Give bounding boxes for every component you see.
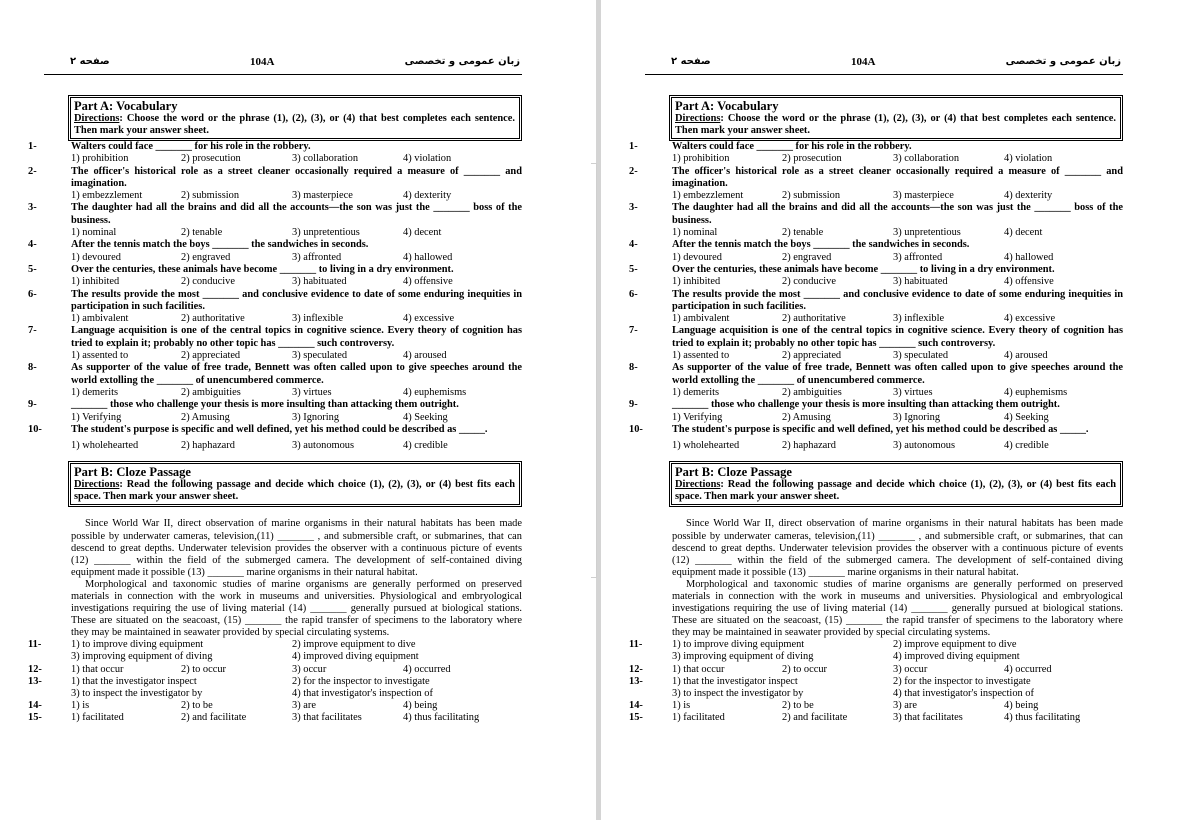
question-stem: After the tennis match the boys _______ the sandwiches in seconds. bbox=[71, 239, 369, 251]
answer-options bbox=[672, 676, 1123, 700]
answer-option[interactable]: 3) to inspect the investigator by bbox=[672, 687, 804, 699]
question-number: 14- bbox=[629, 699, 643, 711]
answer-option[interactable]: 1) assented to bbox=[71, 350, 129, 362]
answer-options bbox=[71, 412, 522, 424]
answer-option[interactable]: 4) aroused bbox=[403, 350, 447, 362]
answer-option[interactable]: 1) inhibited bbox=[672, 276, 721, 288]
answer-options bbox=[672, 639, 1123, 663]
question-number: 12- bbox=[629, 663, 643, 675]
answer-option[interactable]: 1) is bbox=[71, 699, 90, 711]
answer-option[interactable]: 4) being bbox=[403, 699, 438, 711]
answer-option[interactable]: 1) ambivalent bbox=[672, 313, 730, 325]
answer-option[interactable]: 2) conducive bbox=[181, 276, 235, 288]
cloze-question bbox=[629, 639, 1123, 663]
answer-option[interactable]: 2) tenable bbox=[181, 227, 223, 239]
question-number: 9- bbox=[28, 399, 37, 411]
page-header bbox=[44, 56, 522, 75]
answer-option[interactable]: 1) embezzlement bbox=[71, 190, 143, 202]
answer-options bbox=[71, 676, 522, 700]
answer-option[interactable]: 2) and facilitate bbox=[181, 711, 247, 723]
answer-option[interactable]: 2) engraved bbox=[181, 251, 231, 263]
question-number: 6- bbox=[28, 288, 37, 300]
answer-option[interactable]: 3) inflexible bbox=[893, 313, 945, 325]
question-stem: As supporter of the value of free trade, Bennett was often called upon to give speeches around the world extolling the _______ of unencumbered commerce. bbox=[71, 362, 522, 386]
vocab-question bbox=[629, 141, 1123, 166]
answer-option[interactable]: 4) dexterity bbox=[1004, 190, 1053, 202]
question-number: 11- bbox=[28, 639, 42, 651]
answer-option[interactable]: 2) ambiguities bbox=[782, 386, 842, 398]
answer-option[interactable]: 3) unpretentious bbox=[292, 227, 360, 239]
answer-options bbox=[71, 700, 522, 712]
answer-option[interactable]: 1) ambivalent bbox=[71, 313, 129, 325]
answer-option[interactable]: 3) masterpiece bbox=[292, 190, 353, 202]
passage-paragraph-2: Morphological and taxonomic studies of marine organisms are generally performed on preserved materials in connection with the work in museums and universities. Physiological and embryological investigations requiring the use of living material (14) _______ generally pursued at biological stations. These are situated on the seacoast, (15) _______ the rapid transfer of specimens to the laboratory where they may be maintained in seawater provided by special circulating systems. bbox=[672, 578, 1123, 639]
answer-option[interactable]: 4) Seeking bbox=[403, 411, 448, 423]
answer-option[interactable]: 2) prosecution bbox=[782, 153, 842, 165]
question-stem: Walters could face _______ for his role in the robbery. bbox=[672, 141, 912, 152]
answer-option[interactable]: 2) conducive bbox=[782, 276, 836, 288]
vocab-question bbox=[28, 202, 522, 239]
vocab-question bbox=[28, 325, 522, 362]
question-stem: _______ those who challenge your thesis is more insulting than attacking them outright. bbox=[672, 399, 1060, 411]
cloze-title: Part B: Cloze Passage bbox=[74, 465, 191, 480]
question-number: 2- bbox=[629, 165, 638, 177]
answer-option[interactable]: 3) improving equipment of diving bbox=[672, 651, 814, 663]
answer-options bbox=[71, 276, 522, 288]
question-number: 6- bbox=[629, 288, 638, 300]
question-number: 1- bbox=[629, 141, 638, 152]
answer-option[interactable]: 1) facilitated bbox=[71, 711, 124, 723]
answer-option[interactable]: 2) improve equipment to dive bbox=[292, 639, 416, 651]
vocab-question bbox=[28, 263, 522, 289]
answer-option[interactable]: 1) Verifying bbox=[71, 411, 122, 423]
answer-option[interactable]: 2) authoritative bbox=[181, 313, 245, 325]
vocabulary-questions bbox=[629, 141, 1123, 452]
answer-option[interactable]: 4) hallowed bbox=[403, 251, 453, 263]
answer-option[interactable]: 2) engraved bbox=[782, 251, 832, 263]
answer-option[interactable]: 2) to occur bbox=[782, 663, 828, 675]
vocabulary-title: Part A: Vocabulary bbox=[675, 99, 779, 113]
answer-options bbox=[672, 412, 1123, 424]
question-number: 12- bbox=[28, 663, 42, 675]
answer-option[interactable]: 2) to be bbox=[782, 699, 814, 711]
answer-options bbox=[71, 350, 522, 362]
answer-option[interactable]: 3) improving equipment of diving bbox=[71, 651, 213, 663]
vocabulary-header-box bbox=[669, 95, 1123, 141]
vocab-question bbox=[28, 239, 522, 264]
passage-paragraph-2: Morphological and taxonomic studies of marine organisms are generally performed on preserved materials in connection with the work in museums and universities. Physiological and embryological investigations requiring the use of living material (14) _______ generally pursued at biological stations. These are situated on the seacoast, (15) _______ the rapid transfer of specimens to the laboratory where they may be maintained in seawater provided by special circulating systems. bbox=[71, 578, 522, 639]
answer-option[interactable]: 1) embezzlement bbox=[672, 190, 744, 202]
vocabulary-header-box bbox=[68, 95, 522, 141]
answer-option[interactable]: 3) virtues bbox=[893, 386, 933, 398]
answer-option[interactable]: 4) violation bbox=[403, 153, 452, 165]
answer-option[interactable]: 2) authoritative bbox=[782, 313, 846, 325]
answer-options bbox=[71, 387, 522, 399]
cloze-directions bbox=[74, 479, 515, 503]
passage-paragraph-1: Since World War II, direct observation of marine organisms in their natural habitats has been made possible by underwater cameras, television,(11) _______ , and submersible craft, or submarines, that can descend to great depths. Underwater television provides the observer with a continuous picture of events (12) _______ within the field of the submerged camera. The development of self-contained diving equipment made it possible (13) _______ marine organisms in their natural habitat. bbox=[71, 518, 522, 578]
question-stem: The daughter had all the brains and did all the accounts—the son was just the _______ boss of the business. bbox=[71, 202, 522, 226]
page-content bbox=[28, 0, 522, 724]
vocab-question bbox=[629, 263, 1123, 289]
answer-option[interactable]: 3) affronted bbox=[292, 251, 342, 263]
question-number: 2- bbox=[28, 165, 37, 177]
answer-option[interactable]: 1) facilitated bbox=[672, 711, 725, 723]
answer-option[interactable]: 2) to be bbox=[181, 699, 213, 711]
vocab-question bbox=[28, 399, 522, 424]
answer-option[interactable]: 4) offensive bbox=[403, 276, 453, 288]
cloze-passage bbox=[672, 518, 1123, 639]
answer-option[interactable]: 2) haphazard bbox=[782, 440, 836, 452]
answer-option[interactable]: 1) that occur bbox=[672, 663, 725, 675]
answer-option[interactable]: 1) demerits bbox=[71, 386, 119, 398]
vocabulary-directions bbox=[675, 113, 1116, 137]
answer-options bbox=[672, 227, 1123, 239]
question-stem: Walters could face _______ for his role in the robbery. bbox=[71, 141, 311, 152]
answer-option[interactable]: 3) that facilitates bbox=[292, 711, 362, 723]
answer-option[interactable]: 3) occur bbox=[292, 663, 327, 675]
answer-option[interactable]: 4) occurred bbox=[1004, 663, 1052, 675]
question-number: 4- bbox=[629, 239, 638, 251]
question-number: 10- bbox=[28, 423, 42, 435]
vocab-question bbox=[629, 165, 1123, 203]
answer-option[interactable]: 3) collaboration bbox=[292, 153, 359, 165]
answer-option[interactable]: 1) devoured bbox=[71, 251, 121, 263]
question-stem: Over the centuries, these animals have become _______ to living in a dry environment. bbox=[71, 263, 454, 275]
question-number: 8- bbox=[28, 362, 37, 374]
answer-option[interactable]: 1) that occur bbox=[71, 663, 124, 675]
cloze-question bbox=[28, 675, 522, 700]
vocab-question bbox=[28, 141, 522, 166]
answer-option[interactable]: 3) autonomous bbox=[292, 440, 355, 452]
cloze-header-box bbox=[68, 461, 522, 507]
vocab-question bbox=[28, 362, 522, 399]
vocab-question bbox=[629, 239, 1123, 264]
answer-option[interactable]: 2) Amusing bbox=[181, 411, 230, 423]
answer-option[interactable]: 1) that the investigator inspect bbox=[71, 675, 197, 687]
directions-text: : Choose the word or the phrase (1), (2), (3), or (4) that best completes each sentence. Then mark your answer sheet. bbox=[675, 113, 1116, 136]
page-content bbox=[629, 0, 1123, 724]
question-stem: _______ those who challenge your thesis is more insulting than attacking them outright. bbox=[71, 399, 459, 411]
answer-option[interactable]: 3) speculated bbox=[893, 350, 949, 362]
answer-option[interactable]: 1) prohibition bbox=[71, 153, 129, 165]
answer-option[interactable]: 2) to occur bbox=[181, 663, 227, 675]
answer-option[interactable]: 4) decent bbox=[403, 227, 442, 239]
answer-option[interactable]: 4) decent bbox=[1004, 227, 1043, 239]
answer-options bbox=[71, 440, 522, 452]
answer-option[interactable]: 4) thus facilitating bbox=[403, 711, 480, 723]
question-stem: The officer's historical role as a street cleaner occasionally required a measure of _______ and imagination. bbox=[672, 165, 1123, 189]
vocabulary-questions bbox=[28, 141, 522, 452]
directions-label: Directions bbox=[74, 113, 120, 124]
question-stem: The results provide the most _______ and conclusive evidence to date of some enduring inequities in participation in such facilities. bbox=[672, 288, 1123, 312]
question-number: 13- bbox=[629, 675, 643, 687]
passage-paragraph-1: Since World War II, direct observation of marine organisms in their natural habitats has been made possible by underwater cameras, television,(11) _______ , and submersible craft, or submarines, that can descend to great depths. Underwater television provides the observer with a continuous picture of events (12) _______ within the field of the submerged camera. The development of self-contained diving equipment made it possible (13) _______ marine organisms in their natural habitat. bbox=[672, 518, 1123, 578]
vocab-question bbox=[629, 399, 1123, 424]
question-number: 3- bbox=[629, 202, 638, 214]
cloze-question bbox=[28, 663, 522, 676]
answer-option[interactable]: 2) appreciated bbox=[782, 350, 842, 362]
answer-option[interactable]: 4) violation bbox=[1004, 153, 1053, 165]
question-number: 9- bbox=[629, 399, 638, 411]
answer-option[interactable]: 1) inhibited bbox=[71, 276, 120, 288]
answer-option[interactable]: 3) that facilitates bbox=[893, 711, 963, 723]
exam-code: 104A bbox=[250, 56, 275, 68]
question-stem: The daughter had all the brains and did all the accounts—the son was just the _______ boss of the business. bbox=[672, 202, 1123, 226]
answer-options bbox=[71, 664, 522, 676]
cloze-directions bbox=[675, 479, 1116, 503]
answer-options bbox=[672, 190, 1123, 202]
answer-option[interactable]: 2) submission bbox=[782, 190, 841, 202]
answer-option[interactable]: 3) are bbox=[893, 699, 917, 711]
cloze-questions bbox=[629, 639, 1123, 724]
answer-options bbox=[71, 252, 522, 264]
vocab-question bbox=[629, 423, 1123, 453]
question-stem: The student's purpose is specific and well defined, yet his method could be described as _____. bbox=[71, 423, 488, 435]
answer-option[interactable]: 3) masterpiece bbox=[893, 190, 954, 202]
question-number: 5- bbox=[28, 263, 37, 275]
answer-option[interactable]: 2) for the inspector to investigate bbox=[292, 675, 430, 687]
answer-option[interactable]: 4) occurred bbox=[403, 663, 451, 675]
answer-option[interactable]: 3) autonomous bbox=[893, 440, 956, 452]
vocabulary-title: Part A: Vocabulary bbox=[74, 99, 178, 113]
answer-option[interactable]: 1) nominal bbox=[672, 227, 718, 239]
answer-option[interactable]: 1) nominal bbox=[71, 227, 117, 239]
directions-label: Directions bbox=[675, 479, 721, 491]
vocab-question bbox=[629, 362, 1123, 399]
question-number: 1- bbox=[28, 141, 37, 152]
answer-options bbox=[71, 712, 522, 724]
answer-option[interactable]: 4) thus facilitating bbox=[1004, 711, 1081, 723]
question-stem: The results provide the most _______ and conclusive evidence to date of some enduring inequities in participation in such facilities. bbox=[71, 288, 522, 312]
question-stem: Language acquisition is one of the central topics in cognitive science. Every theory of cognition has tried to explain it; probably no other topic has _______ such controversy. bbox=[71, 325, 522, 349]
answer-options bbox=[672, 712, 1123, 724]
answer-options bbox=[71, 153, 522, 165]
answer-option[interactable]: 1) wholehearted bbox=[71, 440, 139, 452]
answer-options bbox=[71, 313, 522, 325]
question-number: 13- bbox=[28, 675, 42, 687]
answer-option[interactable]: 3) Ignoring bbox=[292, 411, 340, 423]
answer-option[interactable]: 4) improved diving equipment bbox=[893, 651, 1020, 663]
answer-option[interactable]: 1) to improve diving equipment bbox=[71, 639, 204, 651]
question-number: 15- bbox=[629, 711, 643, 723]
answer-option[interactable]: 3) habituated bbox=[292, 276, 347, 288]
directions-text: : Choose the word or the phrase (1), (2), (3), or (4) that best completes each sentence. Then mark your answer sheet. bbox=[74, 113, 515, 136]
answer-options bbox=[672, 387, 1123, 399]
answer-option[interactable]: 3) affronted bbox=[893, 251, 943, 263]
vocab-question bbox=[629, 202, 1123, 239]
answer-options bbox=[672, 153, 1123, 165]
answer-option[interactable]: 1) assented to bbox=[672, 350, 730, 362]
vocabulary-directions bbox=[74, 113, 515, 137]
page-right bbox=[601, 0, 1197, 820]
answer-options bbox=[71, 639, 522, 663]
answer-option[interactable]: 4) euphemisms bbox=[403, 386, 467, 398]
answer-option[interactable]: 4) hallowed bbox=[1004, 251, 1054, 263]
answer-option[interactable]: 4) improved diving equipment bbox=[292, 651, 419, 663]
answer-option[interactable]: 2) improve equipment to dive bbox=[893, 639, 1017, 651]
answer-option[interactable]: 2) Amusing bbox=[782, 411, 831, 423]
question-number: 11- bbox=[629, 639, 643, 651]
directions-text: : Read the following passage and decide which choice (1), (2), (3), or (4) best fits each space. Then mark your answer sheet. bbox=[675, 479, 1116, 503]
question-number: 10- bbox=[629, 423, 643, 435]
cloze-title: Part B: Cloze Passage bbox=[675, 465, 792, 480]
answer-option[interactable]: 2) ambiguities bbox=[181, 386, 241, 398]
answer-option[interactable]: 3) speculated bbox=[292, 350, 348, 362]
answer-options bbox=[71, 190, 522, 202]
cloze-question bbox=[629, 663, 1123, 676]
answer-option[interactable]: 4) aroused bbox=[1004, 350, 1048, 362]
answer-option[interactable]: 4) euphemisms bbox=[1004, 386, 1068, 398]
cloze-question bbox=[629, 711, 1123, 724]
answer-option[interactable]: 4) that investigator's inspection of bbox=[292, 687, 433, 699]
question-number: 7- bbox=[629, 325, 638, 337]
answer-option[interactable]: 4) credible bbox=[403, 440, 448, 452]
answer-options bbox=[672, 313, 1123, 325]
answer-option[interactable]: 3) are bbox=[292, 699, 316, 711]
answer-option[interactable]: 2) haphazard bbox=[181, 440, 235, 452]
answer-option[interactable]: 1) that the investigator inspect bbox=[672, 675, 798, 687]
cloze-question bbox=[629, 675, 1123, 700]
page-bracket bbox=[591, 163, 597, 578]
cloze-question bbox=[28, 699, 522, 712]
cloze-question bbox=[629, 699, 1123, 712]
question-number: 14- bbox=[28, 699, 42, 711]
vocab-question bbox=[629, 325, 1123, 362]
vocab-question bbox=[629, 288, 1123, 326]
answer-options bbox=[672, 350, 1123, 362]
page-left bbox=[0, 0, 596, 820]
question-number: 5- bbox=[629, 263, 638, 275]
answer-option[interactable]: 2) appreciated bbox=[181, 350, 241, 362]
vocab-question bbox=[28, 288, 522, 326]
answer-option[interactable]: 1) to improve diving equipment bbox=[672, 639, 805, 651]
page-header bbox=[645, 56, 1123, 75]
answer-options bbox=[672, 664, 1123, 676]
answer-option[interactable]: 3) Ignoring bbox=[893, 411, 941, 423]
answer-options bbox=[672, 700, 1123, 712]
answer-option[interactable]: 2) prosecution bbox=[181, 153, 241, 165]
answer-options bbox=[672, 276, 1123, 288]
answer-option[interactable]: 4) Seeking bbox=[1004, 411, 1049, 423]
answer-option[interactable]: 1) is bbox=[672, 699, 691, 711]
answer-option[interactable]: 2) submission bbox=[181, 190, 240, 202]
answer-option[interactable]: 1) wholehearted bbox=[672, 440, 740, 452]
question-number: 7- bbox=[28, 325, 37, 337]
directions-label: Directions bbox=[675, 113, 721, 124]
cloze-question bbox=[28, 711, 522, 724]
question-stem: The officer's historical role as a street cleaner occasionally required a measure of _______ and imagination. bbox=[71, 165, 522, 189]
cloze-question bbox=[28, 639, 522, 663]
question-number: 3- bbox=[28, 202, 37, 214]
answer-options bbox=[672, 252, 1123, 264]
answer-option[interactable]: 1) demerits bbox=[672, 386, 720, 398]
answer-option[interactable]: 3) inflexible bbox=[292, 313, 344, 325]
exam-code: 104A bbox=[851, 56, 876, 68]
answer-option[interactable]: 3) occur bbox=[893, 663, 928, 675]
question-stem: The student's purpose is specific and well defined, yet his method could be described as _____. bbox=[672, 423, 1089, 435]
question-number: 8- bbox=[629, 362, 638, 374]
question-stem: Over the centuries, these animals have become _______ to living in a dry environment. bbox=[672, 263, 1055, 275]
directions-text: : Read the following passage and decide which choice (1), (2), (3), or (4) best fits each space. Then mark your answer sheet. bbox=[74, 479, 515, 503]
answer-option[interactable]: 3) habituated bbox=[893, 276, 948, 288]
question-number: 4- bbox=[28, 239, 37, 251]
answer-options bbox=[71, 227, 522, 239]
subject-title: زبان عمومی و تخصصی bbox=[404, 56, 520, 67]
answer-option[interactable]: 3) collaboration bbox=[893, 153, 960, 165]
answer-option[interactable]: 4) dexterity bbox=[403, 190, 452, 202]
answer-option[interactable]: 4) being bbox=[1004, 699, 1039, 711]
vocab-question bbox=[28, 423, 522, 453]
answer-option[interactable]: 4) excessive bbox=[1004, 313, 1056, 325]
page-number-label: صفحه ۲ bbox=[70, 56, 110, 67]
answer-option[interactable]: 2) for the inspector to investigate bbox=[893, 675, 1031, 687]
question-stem: Language acquisition is one of the central topics in cognitive science. Every theory of cognition has tried to explain it; probably no other topic has _______ such controversy. bbox=[672, 325, 1123, 349]
page-number-label: صفحه ۲ bbox=[671, 56, 711, 67]
question-stem: As supporter of the value of free trade, Bennett was often called upon to give speeches around the world extolling the _______ of unencumbered commerce. bbox=[672, 362, 1123, 386]
answer-option[interactable]: 4) that investigator's inspection of bbox=[893, 687, 1034, 699]
cloze-passage bbox=[71, 518, 522, 639]
answer-option[interactable]: 1) prohibition bbox=[672, 153, 730, 165]
answer-option[interactable]: 2) tenable bbox=[782, 227, 824, 239]
answer-option[interactable]: 4) offensive bbox=[1004, 276, 1054, 288]
answer-option[interactable]: 2) and facilitate bbox=[782, 711, 848, 723]
question-stem: After the tennis match the boys _______ the sandwiches in seconds. bbox=[672, 239, 970, 251]
subject-title: زبان عمومی و تخصصی bbox=[1005, 56, 1121, 67]
answer-options bbox=[672, 440, 1123, 452]
answer-option[interactable]: 1) Verifying bbox=[672, 411, 723, 423]
answer-option[interactable]: 1) devoured bbox=[672, 251, 722, 263]
answer-option[interactable]: 3) virtues bbox=[292, 386, 332, 398]
answer-option[interactable]: 3) unpretentious bbox=[893, 227, 961, 239]
answer-option[interactable]: 4) excessive bbox=[403, 313, 455, 325]
answer-option[interactable]: 4) credible bbox=[1004, 440, 1049, 452]
vocab-question bbox=[28, 165, 522, 203]
answer-option[interactable]: 3) to inspect the investigator by bbox=[71, 687, 203, 699]
cloze-questions bbox=[28, 639, 522, 724]
cloze-header-box bbox=[669, 461, 1123, 507]
question-number: 15- bbox=[28, 711, 42, 723]
directions-label: Directions bbox=[74, 479, 120, 491]
